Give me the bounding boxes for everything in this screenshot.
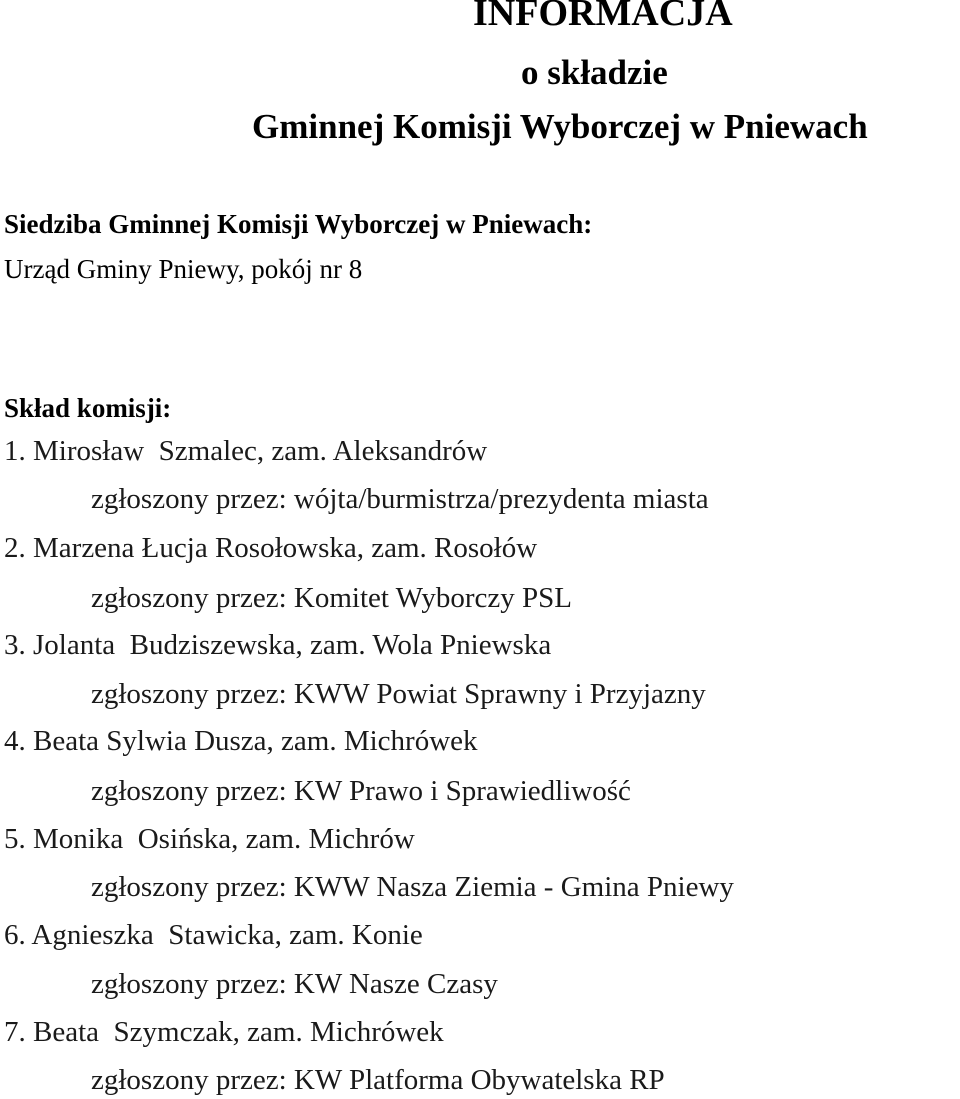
member-6-line: 6. Agnieszka Stawicka, zam. Konie xyxy=(4,919,423,951)
seat-heading: Siedziba Gminnej Komisji Wyborczej w Pniewach: xyxy=(4,209,593,239)
member-6-nominated: zgłoszony przez: KW Nasze Czasy xyxy=(91,968,498,1000)
document-title: INFORMACJA xyxy=(473,0,733,34)
member-7-nominated: zgłoszony przez: KW Platforma Obywatelska RP xyxy=(91,1064,665,1096)
member-4-line: 4. Beata Sylwia Dusza, zam. Michrówek xyxy=(4,725,478,757)
member-1-line: 1. Mirosław Szmalec, zam. Aleksandrów xyxy=(4,435,488,467)
member-3-line: 3. Jolanta Budziszewska, zam. Wola Pniewska xyxy=(4,629,552,661)
member-5-nominated: zgłoszony przez: KWW Nasza Ziemia - Gmina Pniewy xyxy=(91,871,734,903)
seat-address: Urząd Gminy Pniewy, pokój nr 8 xyxy=(4,254,363,284)
member-3-nominated: zgłoszony przez: KWW Powiat Sprawny i Przyjazny xyxy=(91,678,706,710)
member-2-nominated: zgłoszony przez: Komitet Wyborczy PSL xyxy=(91,582,572,614)
document-subtitle: o składzie xyxy=(521,53,668,92)
composition-heading: Skład komisji: xyxy=(4,393,172,423)
member-5-line: 5. Monika Osińska, zam. Michrów xyxy=(4,823,415,855)
member-1-nominated: zgłoszony przez: wójta/burmistrza/prezydenta miasta xyxy=(91,483,709,515)
member-2-line: 2. Marzena Łucja Rosołowska, zam. Rosołów xyxy=(4,532,538,564)
member-4-nominated: zgłoszony przez: KW Prawo i Sprawiedliwość xyxy=(91,775,631,807)
document-committee-name: Gminnej Komisji Wyborczej w Pniewach xyxy=(252,107,868,146)
member-7-line: 7. Beata Szymczak, zam. Michrówek xyxy=(4,1016,444,1048)
